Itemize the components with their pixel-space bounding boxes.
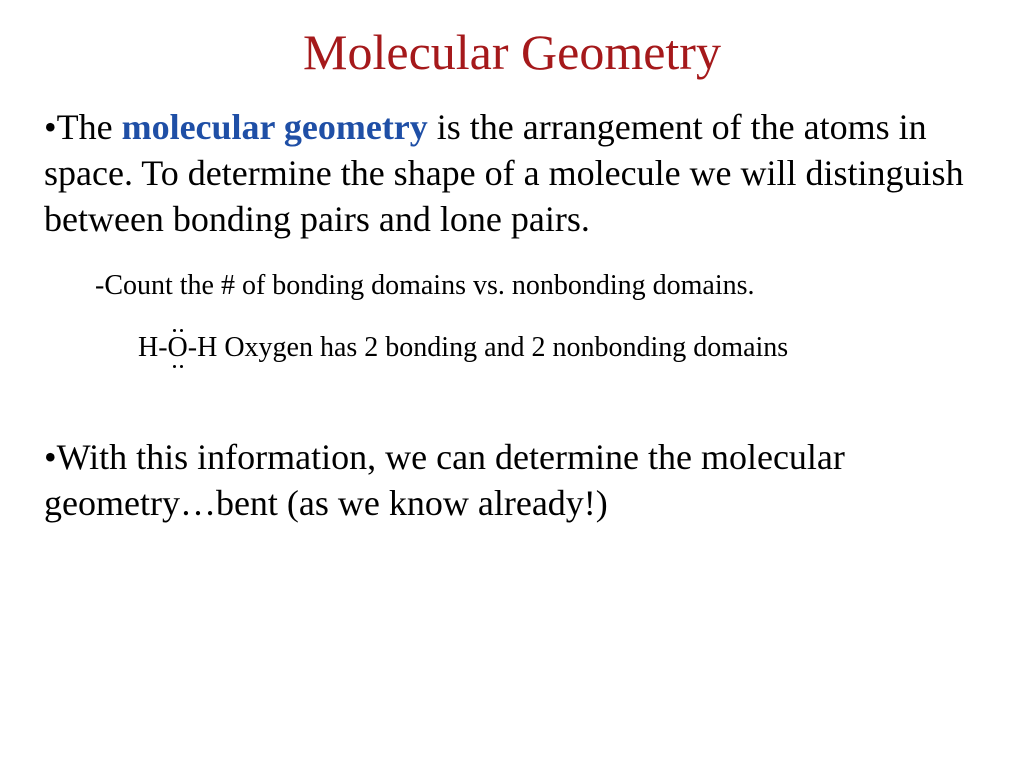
sub-point-count-domains: -Count the # of bonding domains vs. nonbonding domains. bbox=[95, 270, 755, 301]
bullet-rest: is the arrangement of the atoms in space. To determine the shape of a molecule we will distinguish between bonding pairs and lone pairs. bbox=[44, 107, 964, 239]
bullet-molecular-geometry bbox=[44, 104, 994, 242]
lone-pair-bottom-icon bbox=[172, 365, 184, 369]
example-explanation: -H Oxygen has 2 bonding and 2 nonbonding domains bbox=[187, 332, 789, 363]
sub-point-water-example bbox=[138, 330, 788, 366]
hydrogen-left: H- bbox=[138, 332, 168, 363]
bullet-prefix: •The bbox=[44, 107, 122, 147]
oxygen-atom bbox=[168, 330, 188, 366]
emphasized-term: molecular geometry bbox=[121, 107, 428, 147]
oxygen-symbol: O bbox=[167, 332, 188, 363]
lone-pair-top-icon bbox=[172, 329, 184, 333]
slide-title: Molecular Geometry bbox=[303, 24, 721, 80]
bullet-conclusion: •With this information, we can determine the molecular geometry…bent (as we know already!) bbox=[44, 437, 845, 523]
